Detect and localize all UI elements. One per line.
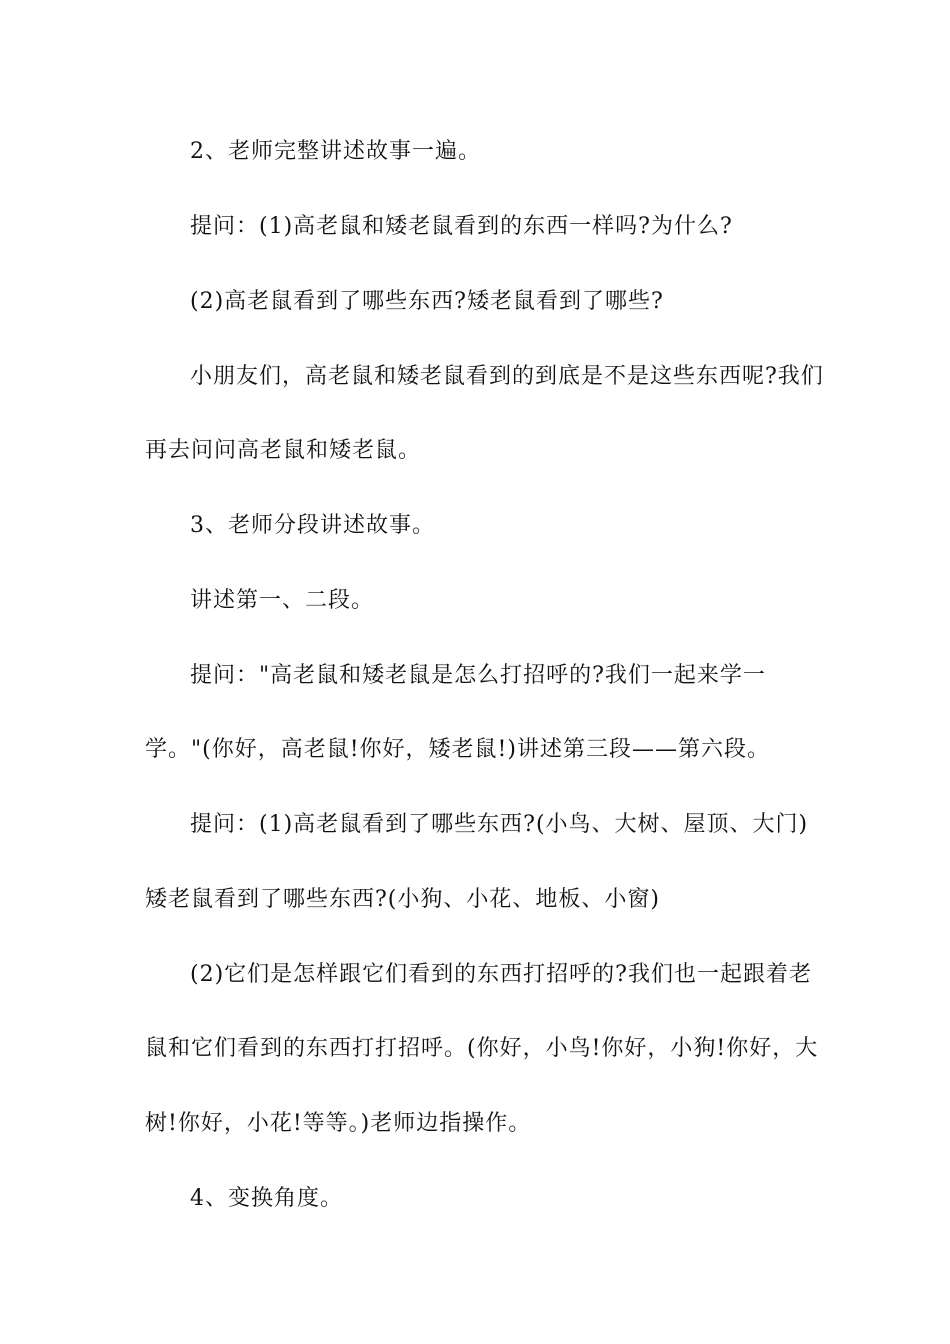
step-3-heading: 3、老师分段讲述故事。: [190, 513, 435, 538]
paragraph-line: 小朋友们，高老鼠和矮老鼠看到的到底是不是这些东西呢?我们: [190, 364, 824, 389]
question-1-text: 提问：(1)高老鼠和矮老鼠看到的东西一样吗?为什么?: [190, 214, 733, 239]
paragraph-line: 学。"(你好，高老鼠!你好，矮老鼠!)讲述第三段——第六段。: [145, 737, 770, 762]
paragraph-line: 再去问问高老鼠和矮老鼠。: [145, 438, 422, 463]
question-2-text: (2)高老鼠看到了哪些东西?矮老鼠看到了哪些?: [190, 289, 664, 314]
paragraph-line: 树!你好，小花!等等。)老师边指操作。: [145, 1111, 532, 1136]
paragraph-line: 提问：(1)高老鼠看到了哪些东西?(小鸟、大树、屋顶、大门): [190, 812, 809, 837]
paragraph-line: 讲述第一、二段。: [190, 588, 375, 613]
paragraph-line: (2)它们是怎样跟它们看到的东西打招呼的?我们也一起跟着老: [190, 962, 812, 987]
step-4-heading: 4、变换角度。: [190, 1186, 343, 1211]
paragraph-line: 矮老鼠看到了哪些东西?(小狗、小花、地板、小窗): [145, 887, 660, 912]
paragraph-line: 鼠和它们看到的东西打打招呼。(你好，小鸟!你好，小狗!你好，大: [145, 1036, 819, 1061]
step-2-heading: 2、老师完整讲述故事一遍。: [190, 139, 481, 164]
paragraph-line: 提问："高老鼠和矮老鼠是怎么打招呼的?我们一起来学一: [190, 663, 766, 688]
